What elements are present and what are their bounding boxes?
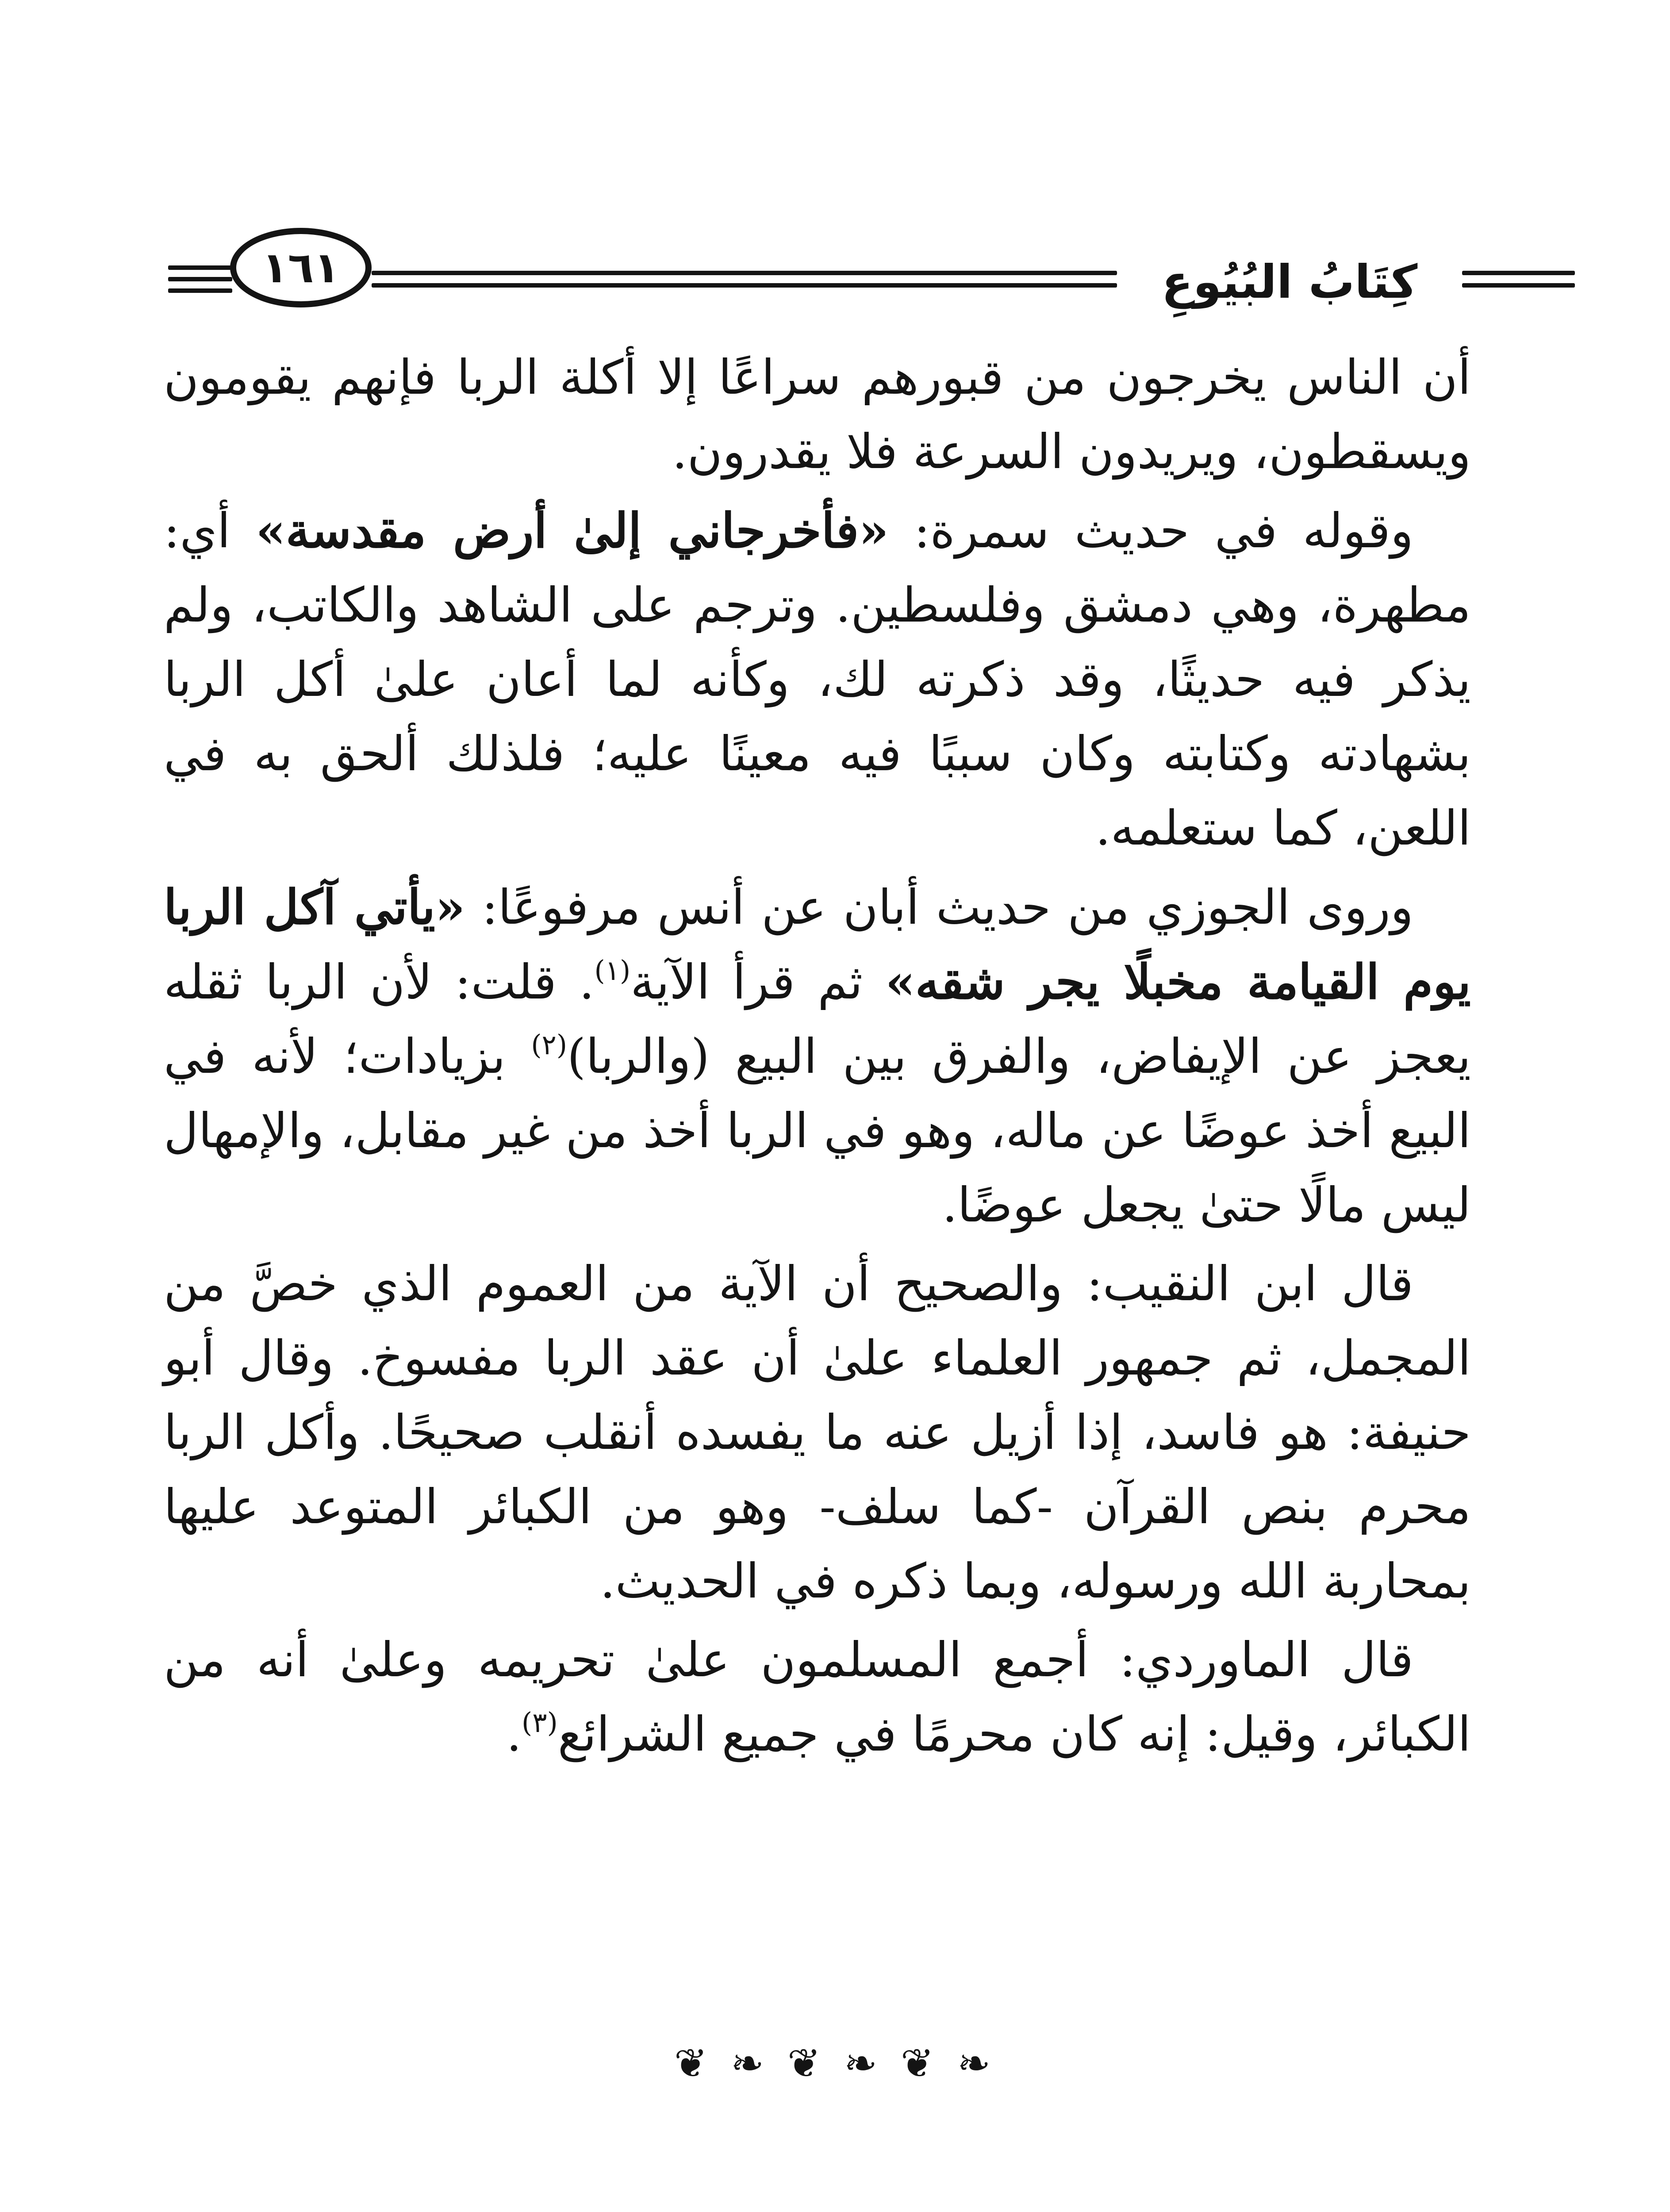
paragraph-1-text: أن الناس يخرجون من قبورهم سراعًا إلا أكلة الربا فإنهم يقومون ويسقطون، ويريدون السرعة فلا يقدرون. [164,350,1471,480]
header-rule-right-bottom [1462,283,1575,288]
footnote-ref-2[interactable]: (٢) [531,1029,568,1061]
paragraph-1 [164,341,1471,489]
hadith-quote-1: «فأخرجاني إلىٰ أرض مقدسة» [256,503,889,559]
hadith-quote-2: «يأتي آكل الربا يوم القيامة مخبلًا يجر شقه» [164,879,1471,1010]
paragraph-2-post: أي: مطهرة، وهي دمشق وفلسطين. وترجم على الشاهد والكاتب، ولم يذكر فيه حديثًا، وقد ذكرته لك، وكأنه لما أعان علىٰ أكل الربا بشهادته وكتابته وكان سببًا فيه معينًا عليه؛ فلذلك ألحق به في اللعن، كما ستعلمه. [164,503,1471,856]
header-rule-right-top [1462,271,1575,275]
paragraph-3-mid: ثم قرأ الآية [630,955,886,1010]
paragraph-4-text: قال ابن النقيب: والصحيح أن الآية من العموم الذي خصَّ من المجمل، ثم جمهور العلماء علىٰ أن عقد الربا مفسوخ. وقال أبو حنيفة: هو فاسد، إذا أزيل عنه ما يفسده أنقلب صحيحًا. وأكل الربا محرم بنص القرآن -كما سلف- وهو من الكبائر المتوعد عليها بمحاربة الله ورسوله، وبما ذكره في الحديث. [164,1256,1471,1609]
header-rule-left-top [168,265,232,270]
header-rule-middle-top [372,271,1117,275]
body-text [164,341,1471,1776]
page-header [0,0,1670,336]
footnote-ref-1[interactable]: (١) [594,954,631,987]
header-rule-left-bottom [168,288,232,293]
header-rule-middle-bottom [372,283,1117,288]
paragraph-3-mid2: . قلت: لأن الربا ثقله يعجز عن الإيفاض، والفرق بين البيع (والربا) [164,955,1471,1084]
book-title: كِتَابُ البُيُوعِ [1161,255,1418,309]
paragraph-5-pre: قال الماوردي: أجمع المسلمون علىٰ تحريمه وعلىٰ أنه من الكبائر، وقيل: إنه كان محرمًا في جميع الشرائع [164,1632,1471,1762]
paragraph-5 [164,1623,1471,1772]
paragraph-3-pre: وروى الجوزي من حديث أبان عن أنس مرفوعًا: [465,880,1413,935]
paragraph-3 [164,870,1471,1243]
paragraph-5-post: . [506,1707,522,1762]
footnote-ref-3[interactable]: (٣) [522,1706,558,1739]
paragraph-3-post: بزيادات؛ لأنه في البيع أخذ عوضًا عن ماله، وهو في الربا أخذ من غير مقابل، والإمهال ليس مالًا حتىٰ يجعل عوضًا. [164,1029,1471,1233]
paragraph-4 [164,1247,1471,1619]
section-ornament: ❧ ❦ ❧ ❦ ❧ ❦ [674,2040,996,2087]
page-number: ١٦١ [262,243,340,292]
paragraph-2-pre: وقوله في حديث سمرة: [888,503,1413,559]
page-number-badge [230,228,372,307]
header-rule-left-mid [168,277,232,281]
paragraph-2 [164,494,1471,866]
